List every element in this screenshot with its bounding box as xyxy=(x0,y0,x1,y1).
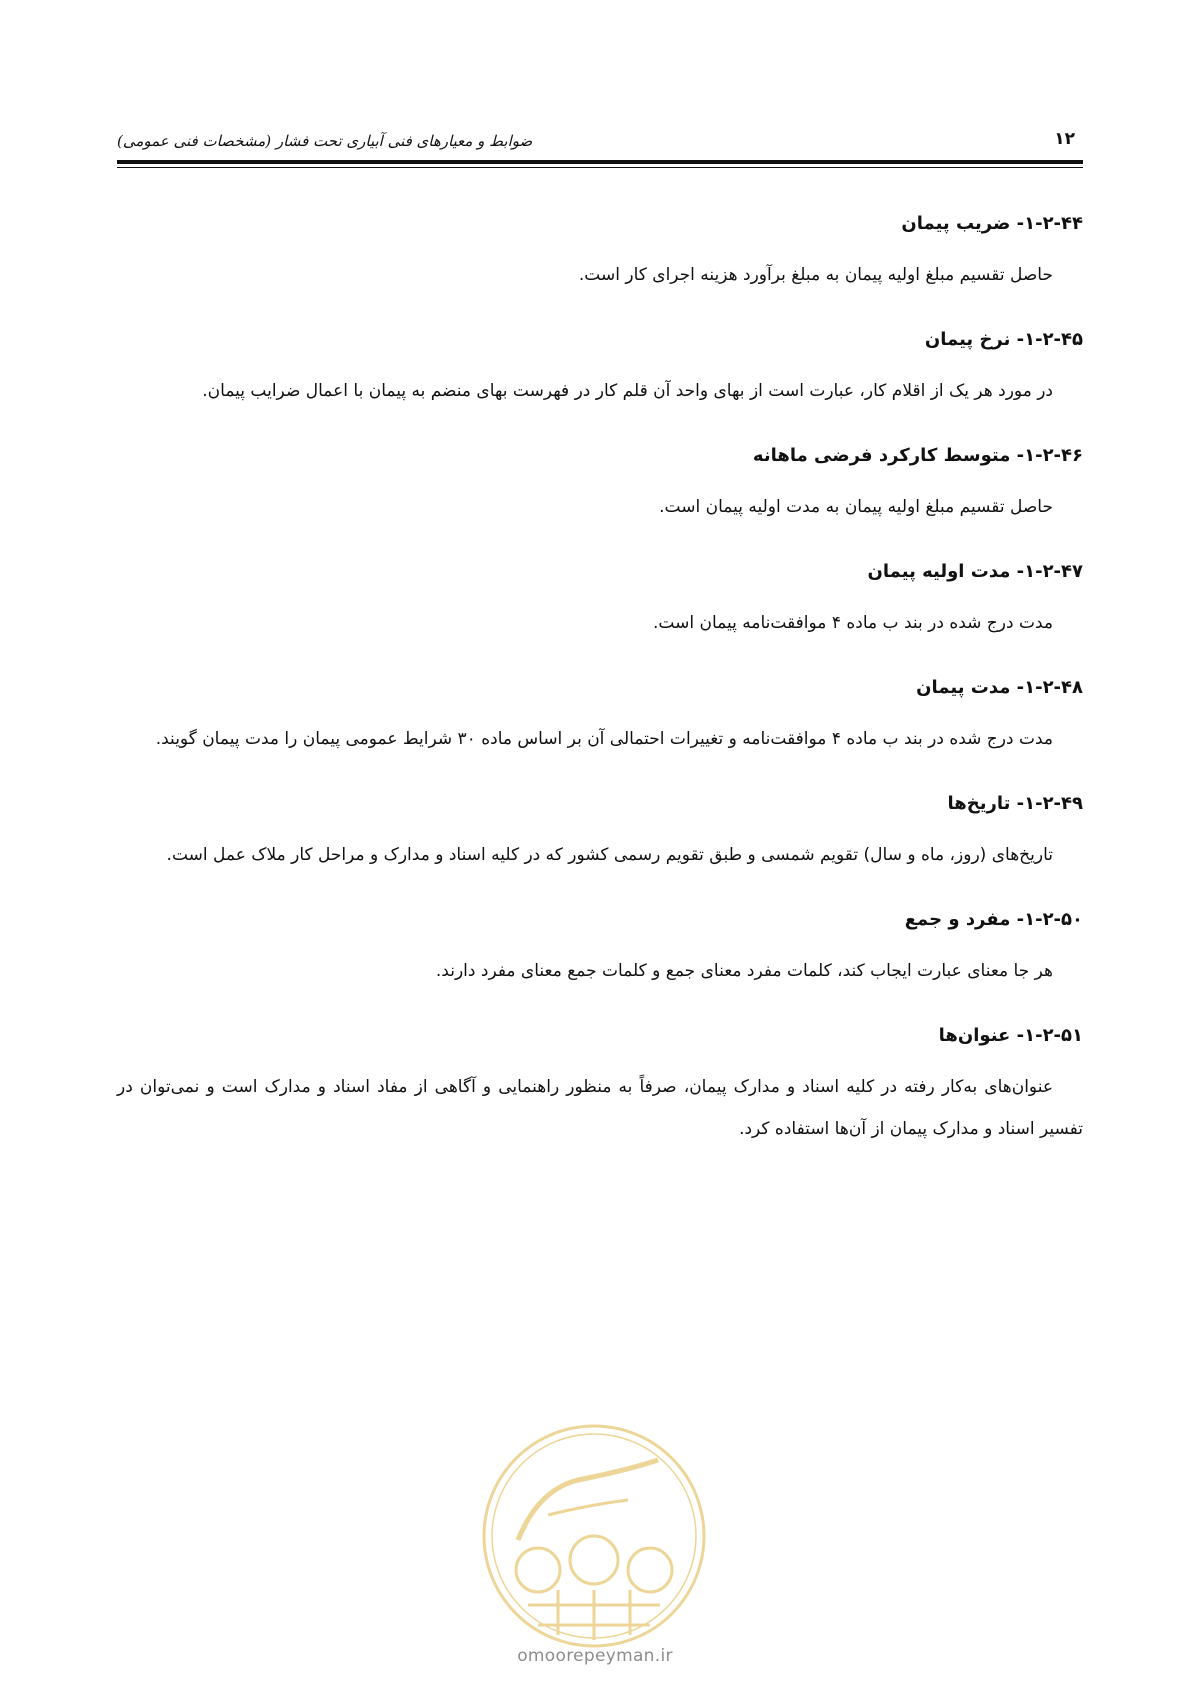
section-text: عنوان‌های به‌کار رفته در کلیه اسناد و مدارک پیمان، صرفاً به منظور راهنمایی و آگاهی از مفاد اسناد و مدارک است و نمی‌توان در تفسیر اسناد و مدارک پیمان از آن‌ها استفاده کرد. xyxy=(117,1077,1083,1139)
watermark-seal xyxy=(478,1420,710,1652)
section-1-2-45 xyxy=(117,326,1083,412)
section-heading: ۱-۲-۴۹- تاریخ‌ها xyxy=(947,793,1083,814)
section-1-2-48 xyxy=(117,674,1083,760)
section-1-2-49 xyxy=(117,790,1083,876)
section-1-2-44 xyxy=(117,210,1083,296)
section-text: مدت درج شده در بند ب ماده ۴ موافقت‌نامه پیمان است. xyxy=(653,613,1053,633)
section-text: هر جا معنای عبارت ایجاب کند، کلمات مفرد معنای جمع و کلمات جمع معنای مفرد دارند. xyxy=(435,961,1053,981)
section-text: مدت درج شده در بند ب ماده ۴ موافقت‌نامه و تغییرات احتمالی آن بر اساس ماده ۳۰ شرایط عمومی پیمان را مدت پیمان گویند. xyxy=(155,729,1053,749)
watermark-logo-icon xyxy=(478,1420,710,1652)
section-heading: ۱-۲-۵۰- مفرد و جمع xyxy=(904,909,1083,930)
section-1-2-50 xyxy=(117,906,1083,992)
section-1-2-47 xyxy=(117,558,1083,644)
header-rule-thick xyxy=(117,160,1083,164)
section-text: حاصل تقسیم مبلغ اولیه پیمان به مبلغ برآورد هزینه اجرای کار است. xyxy=(578,265,1053,285)
header-rule-thin xyxy=(117,167,1083,168)
page-content xyxy=(117,210,1083,1180)
section-heading: ۱-۲-۵۱- عنوان‌ها xyxy=(938,1025,1083,1046)
page-header xyxy=(117,120,1083,164)
section-1-2-51 xyxy=(117,1022,1083,1150)
watermark-caption: omoorepeyman.ir xyxy=(517,1646,673,1666)
section-heading: ۱-۲-۴۵- نرخ پیمان xyxy=(924,329,1083,350)
section-heading: ۱-۲-۴۶- متوسط کارکرد فرضی ماهانه xyxy=(752,445,1083,466)
section-heading: ۱-۲-۴۸- مدت پیمان xyxy=(916,677,1083,698)
section-heading: ۱-۲-۴۷- مدت اولیه پیمان xyxy=(867,561,1083,582)
header-title: ضوابط و معیارهای فنی آبیاری تحت فشار (مشخصات فنی عمومی) xyxy=(117,132,533,150)
section-heading: ۱-۲-۴۴- ضریب پیمان xyxy=(901,213,1083,234)
section-text: حاصل تقسیم مبلغ اولیه پیمان به مدت اولیه پیمان است. xyxy=(659,497,1053,517)
section-1-2-46 xyxy=(117,442,1083,528)
section-text: در مورد هر یک از اقلام کار، عبارت است از بهای واحد آن قلم کار در فهرست بهای منضم به پیمان با اعمال ضرایب پیمان. xyxy=(202,381,1053,401)
page-number: ۱۲ xyxy=(1054,129,1075,149)
section-text: تاریخ‌های (روز، ماه و سال) تقویم شمسی و طبق تقویم رسمی کشور که در کلیه اسناد و مدارک و مراحل کار ملاک عمل است. xyxy=(166,845,1053,865)
